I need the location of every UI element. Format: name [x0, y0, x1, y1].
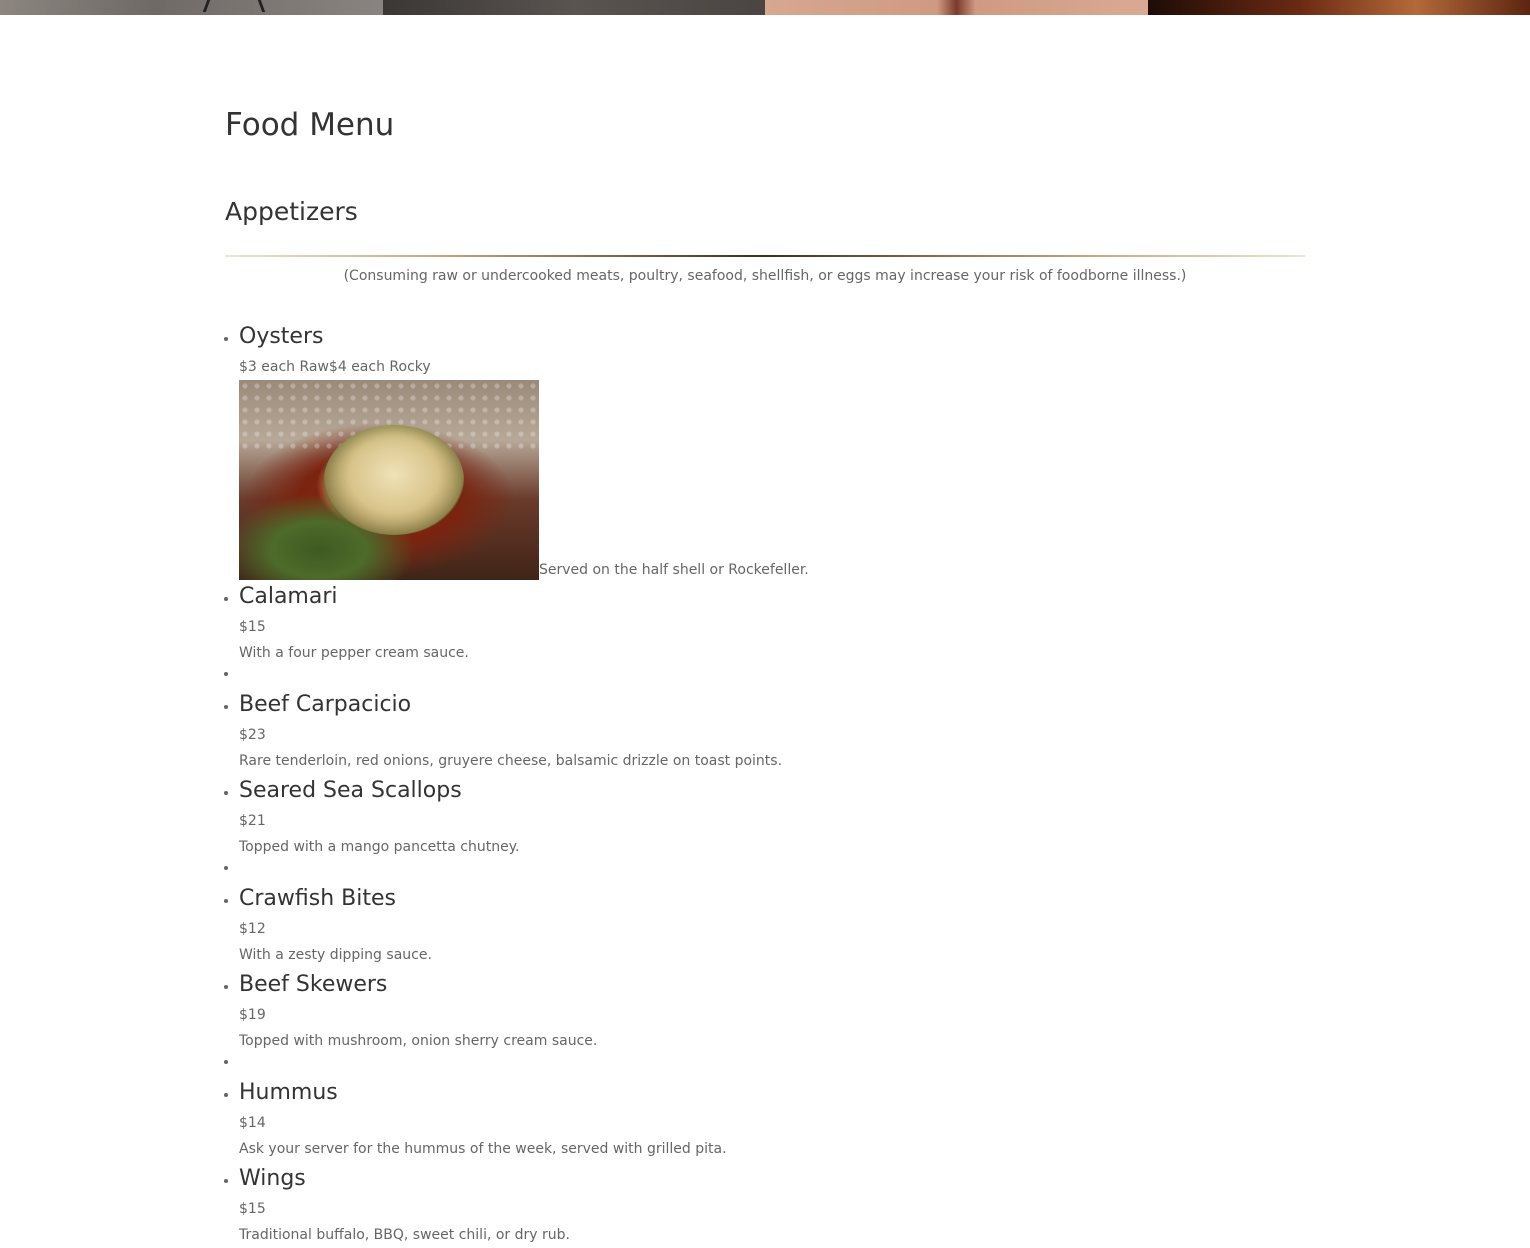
- oyster-photo: [239, 380, 539, 580]
- empty-list-item: [239, 666, 809, 688]
- menu-item-seared-sea-scallops: [239, 774, 809, 860]
- menu-item-description: Served on the half shell or Rockefeller.: [539, 560, 809, 580]
- menu-item-price: $15: [239, 614, 809, 640]
- menu-item-price: $14: [239, 1110, 809, 1136]
- menu-item-beef-skewers: [239, 968, 809, 1054]
- menu-item-name: • Beef Skewers: [239, 968, 809, 1002]
- page-title: Food Menu: [225, 104, 394, 146]
- menu-item-price: $3 each Raw$4 each Rocky: [239, 354, 809, 380]
- menu-item-name: • Beef Carpacicio: [239, 688, 809, 722]
- menu-item-description: Topped with mushroom, onion sherry cream sauce.: [239, 1028, 809, 1054]
- section-title-appetizers: Appetizers: [225, 194, 358, 230]
- menu-item-name: • Crawfish Bites: [239, 882, 809, 916]
- menu-item-name: • Calamari: [239, 580, 809, 614]
- foodborne-illness-notice: (Consuming raw or undercooked meats, poultry, seafood, shellfish, or eggs may increase your risk of foodborne illness.): [225, 266, 1305, 286]
- menu-item-description: Rare tenderloin, red onions, gruyere cheese, balsamic drizzle on toast points.: [239, 748, 809, 774]
- menu-item-name: • Wings: [239, 1162, 809, 1196]
- hero-photo-4: [1148, 0, 1530, 15]
- menu-item-description: With a four pepper cream sauce.: [239, 640, 809, 666]
- menu-item-description: Traditional buffalo, BBQ, sweet chili, or dry rub.: [239, 1222, 809, 1248]
- empty-list-item: [239, 860, 809, 882]
- menu-item-calamari: [239, 580, 809, 666]
- menu-item-wings: [239, 1162, 809, 1248]
- hero-image-strip: [0, 0, 1530, 15]
- hero-photo-3: [765, 0, 1148, 15]
- menu-item-name: • Seared Sea Scallops: [239, 774, 809, 808]
- hero-photo-2: [383, 0, 766, 15]
- menu-item-beef-carpaccio: [239, 688, 809, 774]
- menu-item-hummus: [239, 1076, 809, 1162]
- menu-item-name: • Oysters: [239, 320, 809, 354]
- appetizer-list: [225, 320, 809, 1248]
- menu-item-name: • Hummus: [239, 1076, 809, 1110]
- menu-item-price: $21: [239, 808, 809, 834]
- menu-item-price: $23: [239, 722, 809, 748]
- empty-list-item: [239, 1054, 809, 1076]
- menu-item-price: $19: [239, 1002, 809, 1028]
- menu-item-description: Ask your server for the hummus of the week, served with grilled pita.: [239, 1136, 809, 1162]
- menu-item-price: $12: [239, 916, 809, 942]
- menu-item-oysters: [239, 320, 809, 580]
- menu-item-description: With a zesty dipping sauce.: [239, 942, 809, 968]
- menu-item-crawfish-bites: [239, 882, 809, 968]
- hero-photo-1: [0, 0, 383, 15]
- menu-item-price: $15: [239, 1196, 809, 1222]
- section-divider: [225, 255, 1305, 257]
- menu-item-description: Topped with a mango pancetta chutney.: [239, 834, 809, 860]
